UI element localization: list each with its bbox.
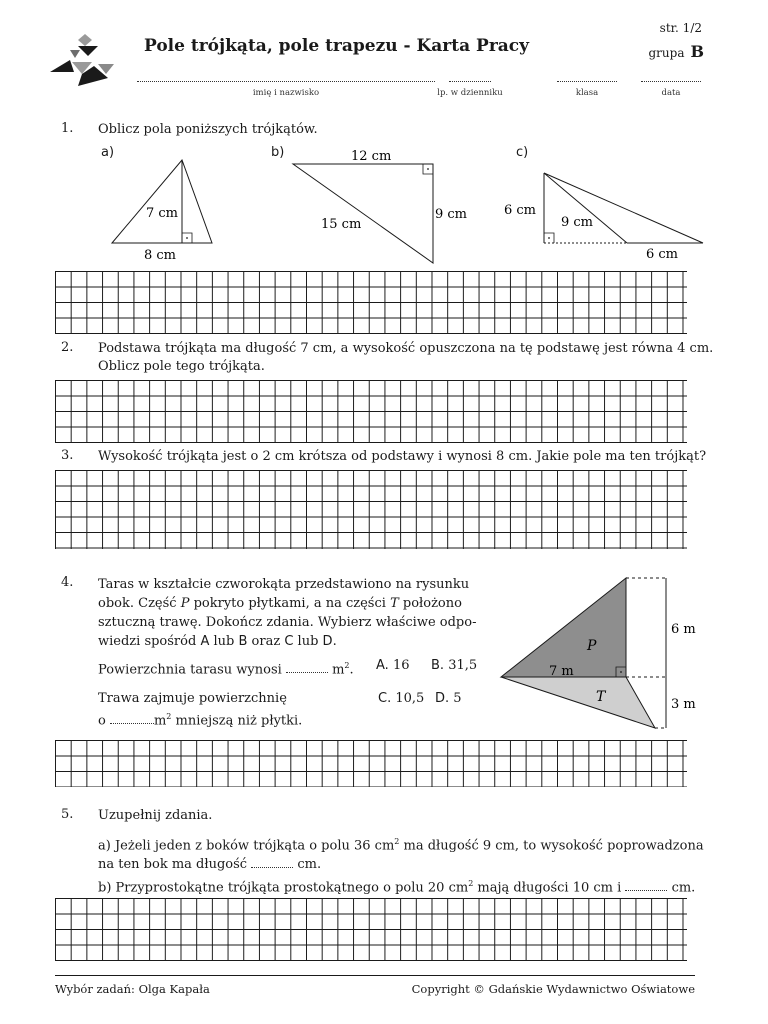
footer-copyright: Copyright © Gdańskie Wydawnictwo Oświatowe bbox=[411, 982, 695, 996]
group-value: B bbox=[690, 42, 704, 61]
task1-number: 1. bbox=[61, 121, 74, 136]
terrace-base-label: 7 m bbox=[549, 664, 574, 679]
task2-number: 2. bbox=[61, 340, 74, 355]
date-field[interactable] bbox=[641, 81, 701, 82]
task4-line1: Taras w kształcie czworokąta przedstawiono na rysunku bbox=[98, 577, 470, 592]
terrace-upper-label: 6 m bbox=[671, 622, 696, 637]
task4-line4: wiedzi spośród A lub B oraz C lub D. bbox=[98, 634, 337, 649]
task4-text bbox=[98, 575, 488, 651]
register-number-label: lp. w dzienniku bbox=[437, 88, 503, 98]
task4-number: 4. bbox=[61, 575, 74, 590]
task4-area-blank[interactable] bbox=[286, 660, 328, 673]
footer-author: Wybór zadań: Olga Kapała bbox=[55, 982, 210, 996]
name-label: imię i nazwisko bbox=[252, 88, 320, 98]
date-label: data bbox=[661, 88, 681, 98]
triangle-b-top-label: 12 cm bbox=[351, 149, 392, 164]
triangle-a-base-label: 8 cm bbox=[144, 248, 177, 263]
task4-line2: obok. Część P pokryto płytkami, a na części T położono bbox=[98, 596, 462, 611]
triangle-c-left-label: 6 cm bbox=[504, 203, 537, 218]
task1-label-a: a) bbox=[101, 145, 115, 160]
task5-height-blank[interactable] bbox=[251, 855, 293, 868]
task4-line3: sztuczną trawę. Dokończ zdania. Wybierz właściwe odpo- bbox=[98, 615, 477, 630]
terrace-figure bbox=[495, 570, 735, 740]
page-number: str. 1/2 bbox=[659, 21, 702, 35]
task1-label-c: c) bbox=[516, 145, 529, 160]
task3-answer-grid[interactable] bbox=[55, 470, 687, 549]
register-number-field[interactable] bbox=[449, 81, 491, 82]
task3-text: Wysokość trójkąta jest o 2 cm krótsza od podstawy i wynosi 8 cm. Jakie pole ma ten trójkąt? bbox=[98, 449, 707, 464]
task1-text: Oblicz pola poniższych trójkątów. bbox=[98, 122, 318, 137]
task4-answer-d[interactable]: D. 5 bbox=[435, 691, 462, 706]
task5-answer-grid[interactable] bbox=[55, 898, 687, 961]
group-label: grupa bbox=[648, 46, 685, 60]
task5-leg-blank[interactable] bbox=[625, 878, 667, 891]
task1-answer-grid[interactable] bbox=[55, 271, 687, 334]
class-field[interactable] bbox=[557, 81, 617, 82]
triangle-c-middle-label: 9 cm bbox=[561, 215, 594, 230]
task4-difference-blank[interactable] bbox=[110, 711, 154, 724]
triangle-b-figure bbox=[285, 145, 475, 270]
name-field[interactable] bbox=[137, 81, 435, 82]
terrace-label-p: P bbox=[587, 638, 597, 654]
task1-label-b: b) bbox=[271, 145, 285, 160]
task4-answer-grid[interactable] bbox=[55, 740, 687, 787]
tangram-logo bbox=[48, 34, 118, 86]
page-title: Pole trójkąta, pole trapezu - Karta Pracy bbox=[144, 36, 530, 56]
task5-sentence-b: b) Przyprostokątne trójkąta prostokątnego o polu 20 $cm^2$ mają długości 10 cm i cm. bbox=[98, 879, 696, 896]
triangle-c-bottom-label: 6 cm bbox=[646, 247, 679, 262]
task2-line2: Oblicz pole tego trójkąta. bbox=[98, 359, 265, 374]
task3-number: 3. bbox=[61, 448, 74, 463]
task4-answer-b[interactable]: B. 31,5 bbox=[431, 658, 478, 673]
triangle-c-figure bbox=[500, 165, 710, 265]
task4-answer-a[interactable]: A. 16 bbox=[376, 658, 410, 673]
group-indicator bbox=[648, 42, 704, 61]
triangle-b-hyp-label: 15 cm bbox=[321, 217, 362, 232]
task2-text bbox=[98, 340, 718, 376]
task4-question1: Powierzchnia tarasu wynosi $m^2$. bbox=[98, 661, 354, 678]
triangle-a-figure bbox=[100, 150, 230, 265]
task5-sentence-a: a) Jeżeli jeden z boków trójkąta o polu 36 $cm^2$ ma długość 9 cm, to wysokość poprowadzona na ten bok ma długość cm. bbox=[98, 837, 704, 873]
footer-divider bbox=[55, 975, 695, 976]
terrace-label-t: T bbox=[596, 689, 606, 705]
task2-line1: Podstawa trójkąta ma długość 7 cm, a wysokość opuszczona na tę podstawę jest równa 4 cm. bbox=[98, 341, 714, 356]
class-label: klasa bbox=[575, 88, 599, 98]
triangle-b-right-label: 9 cm bbox=[435, 207, 468, 222]
task4-question2: Trawa zajmuje powierzchnię o $m^2$ mniejszą niż płytki. bbox=[98, 691, 303, 729]
terrace-lower-label: 3 m bbox=[671, 697, 696, 712]
task2-answer-grid[interactable] bbox=[55, 380, 687, 443]
task4-answer-c[interactable]: C. 10,5 bbox=[378, 691, 425, 706]
triangle-a-height-label: 7 cm bbox=[146, 206, 179, 221]
task5-number: 5. bbox=[61, 807, 74, 822]
task5-intro: Uzupełnij zdania. bbox=[98, 808, 213, 823]
